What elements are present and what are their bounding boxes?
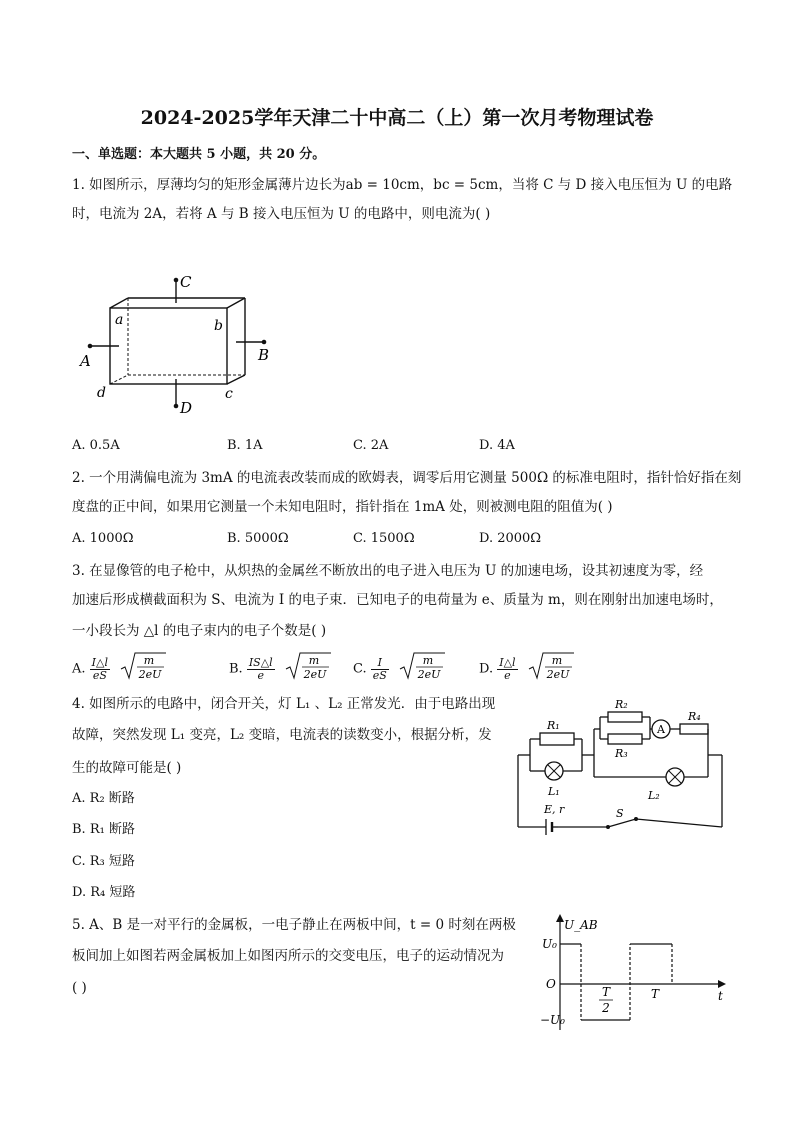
q3-option-c: [353, 651, 445, 687]
q1-option-d: D. 4A: [479, 438, 515, 453]
q4-option-b: B. R₁ 断路: [72, 822, 135, 837]
y-axis-label: U_AB: [564, 918, 598, 932]
origin-label: O: [546, 977, 556, 991]
q3-line1: 3. 在显像管的电子枪中，从炽热的金属丝不断放出的电子进入电压为 U 的加速电场，设其初速度为零，经: [72, 563, 704, 579]
q3-option-a-label: A.: [72, 661, 86, 677]
q1-line2: 时，电流为 2A，若将 A 与 B 接入电压恒为 U 的电路中，则电流为( ): [72, 206, 491, 222]
root-numerator: m: [143, 654, 155, 667]
q3-line2: 加速后形成横截面积为 S、电流为 I 的电子束．已知电子的电荷量为 e、质量为 m，则在刚射出加速电场时，: [72, 592, 723, 608]
numerator: I: [371, 657, 389, 670]
half-period-denominator: 2: [602, 1001, 610, 1015]
switch-label: S: [616, 807, 624, 820]
q5-line3: ( ): [72, 980, 87, 996]
corner-c-label: c: [225, 386, 233, 402]
q5-line1: 5. A、B 是一对平行的金属板，一电子静止在两板中间，t = 0 时刻在两极: [72, 917, 516, 933]
numerator: I△l: [499, 655, 516, 669]
q2-line1: 2. 一个用满偏电流为 3mA 的电流表改装而成的欧姆表，调零后用它测量 500Ω 的标准电阻时，指针恰好指在刻: [72, 470, 742, 486]
q1-option-c: C. 2A: [353, 438, 389, 453]
u0-label: U₀: [542, 937, 557, 951]
battery-label: E, r: [544, 803, 565, 816]
sqrt-radical: [285, 651, 331, 687]
fraction: [371, 657, 389, 682]
ammeter-icon: A: [657, 723, 665, 736]
denominator: eS: [372, 668, 387, 682]
sqrt-radical: [120, 651, 166, 687]
r4-label: R₄: [688, 710, 701, 723]
corner-a-label: a: [115, 312, 124, 328]
numerator: I△l: [91, 655, 108, 669]
q3-option-d-label: D.: [479, 661, 494, 677]
q2-line2: 度盘的正中间，如果用它测量一个未知电阻时，指针指在 1mA 处，则被测电阻的阻值为( ): [72, 499, 613, 515]
fraction: [90, 657, 110, 682]
q3-option-c-label: C.: [353, 661, 367, 677]
q5-voltage-graph: [534, 912, 734, 1034]
terminal-A-label: A: [80, 352, 91, 370]
root-denominator: 2eU: [546, 668, 570, 681]
q5-line2: 板间加上如图若两金属板加上如图丙所示的交变电压，电子的运动情况为: [72, 948, 504, 964]
q2-option-a: A. 1000Ω: [72, 531, 134, 546]
q1-figure: [70, 270, 290, 420]
r3-label: R₃: [615, 747, 628, 760]
corner-d-label: d: [97, 385, 106, 401]
q3-line3: 一小段长为 △l 的电子束内的电子个数是( ): [72, 623, 327, 639]
root-denominator: 2eU: [417, 668, 441, 681]
section-heading: 一、单选题：本大题共 5 小题，共 20 分。: [72, 147, 326, 162]
l2-label: L₂: [648, 789, 660, 802]
q1-option-b: B. 1A: [227, 438, 263, 453]
root-numerator: m: [551, 654, 562, 667]
neg-u0-label: −U₀: [540, 1013, 565, 1027]
l1-label: L₁: [548, 785, 560, 798]
corner-b-label: b: [214, 318, 223, 334]
q4-option-c: C. R₃ 短路: [72, 854, 135, 869]
q2-option-b: B. 5000Ω: [227, 531, 289, 546]
q3-option-d: [479, 651, 574, 687]
denominator: e: [257, 668, 265, 682]
q4-line1: 4. 如图所示的电路中，闭合开关，灯 L₁ 、L₂ 正常发光．由于电路出现: [72, 696, 496, 712]
page-title: 2024-2025学年天津二十中高二（上）第一次月考物理试卷: [140, 107, 654, 129]
root-denominator: 2eU: [303, 668, 327, 681]
q4-option-d: D. R₄ 短路: [72, 885, 136, 900]
root-numerator: m: [308, 654, 320, 667]
fraction: [497, 657, 517, 682]
q4-line3: 生的故障可能是( ): [72, 760, 182, 776]
half-period-label: T: [601, 985, 611, 999]
sqrt-radical: [528, 651, 574, 687]
r1-label: R₁: [547, 719, 560, 732]
fraction: [247, 657, 275, 682]
q1-line1: 1. 如图所示，厚薄均匀的矩形金属薄片边长为ab = 10cm，bc = 5cm，当将 C 与 D 接入电压恒为 U 的电路: [72, 177, 733, 193]
q3-option-b-label: B.: [229, 661, 243, 677]
terminal-C-label: C: [180, 273, 192, 291]
r2-label: R₂: [615, 698, 628, 711]
denominator: eS: [92, 668, 107, 682]
terminal-D-label: D: [180, 399, 193, 417]
q3-option-a: [72, 651, 166, 687]
q2-option-d: D. 2000Ω: [479, 531, 542, 546]
q4-option-a: A. R₂ 断路: [72, 791, 135, 806]
t-axis-label: t: [718, 989, 723, 1003]
q4-circuit-figure: [512, 695, 728, 843]
q4-line2: 故障，突然发现 L₁ 变亮，L₂ 变暗，电流表的读数变小，根据分析，发: [72, 727, 492, 743]
q1-option-a: A. 0.5A: [72, 438, 120, 453]
root-denominator: 2eU: [138, 668, 162, 681]
period-label: T: [651, 987, 660, 1001]
sqrt-radical: [399, 651, 445, 687]
terminal-B-label: B: [258, 346, 270, 364]
q3-option-b: [229, 651, 331, 687]
numerator: IS△l: [248, 655, 273, 669]
q2-option-c: C. 1500Ω: [353, 531, 415, 546]
denominator: e: [504, 668, 511, 682]
root-numerator: m: [422, 654, 434, 667]
